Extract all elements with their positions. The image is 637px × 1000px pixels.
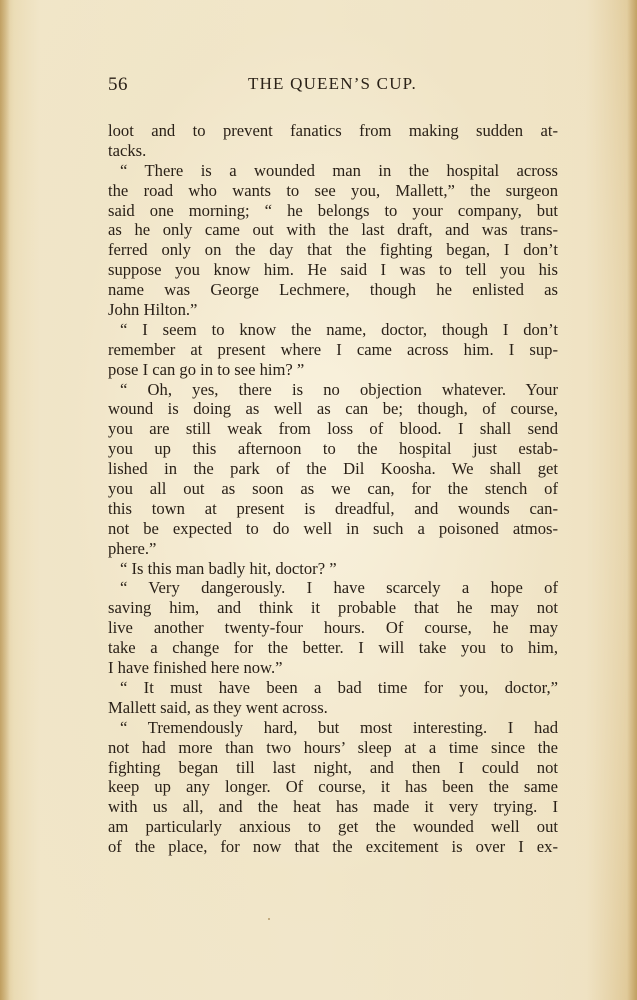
text-line: remember at present where I came across him. I sup- bbox=[108, 339, 558, 359]
text-line: with us all, and the heat has made it very trying. I bbox=[108, 797, 558, 817]
text-line: pose I can go in to see him? ” bbox=[108, 359, 305, 379]
text-line: you up this afternoon to the hospital just estab- bbox=[108, 439, 558, 459]
paper-speck bbox=[268, 918, 270, 920]
text-line: fighting began till last night, and then I could not bbox=[108, 757, 558, 777]
page-header bbox=[108, 74, 560, 102]
text-line: wound is doing as well as can be; though, of course, bbox=[108, 399, 558, 419]
page-number: 56 bbox=[108, 74, 128, 95]
text-line: you are still weak from loss of blood. I shall send bbox=[108, 419, 558, 439]
text-line: saving him, and think it probable that he may not bbox=[108, 598, 558, 618]
text-line: take a change for the better. I will take you to him, bbox=[108, 638, 558, 658]
text-line: keep up any longer. Of course, it has been the same bbox=[108, 777, 558, 797]
body-text bbox=[108, 121, 558, 857]
text-line: lished in the park of the Dil Koosha. We shall get bbox=[108, 459, 558, 479]
text-line: not be expected to do well in such a poisoned atmos- bbox=[108, 518, 558, 538]
text-line: “ There is a wounded man in the hospital across bbox=[120, 160, 558, 180]
running-title: THE QUEEN’S CUP. bbox=[248, 74, 417, 93]
text-line: said one morning; “ he belongs to your company, but bbox=[108, 200, 558, 220]
text-line: phere.” bbox=[108, 538, 157, 558]
text-line: of the place, for now that the excitement is over I ex- bbox=[108, 837, 558, 857]
text-line: name was George Lechmere, though he enlisted as bbox=[108, 280, 558, 300]
text-line: am particularly anxious to get the wounded well out bbox=[108, 817, 558, 837]
text-line: the road who wants to see you, Mallett,” the surgeon bbox=[108, 180, 558, 200]
text-line: loot and to prevent fanatics from making sudden at- bbox=[108, 121, 558, 140]
text-line: “ Tremendously hard, but most interesting. I had bbox=[120, 717, 558, 737]
text-line: tacks. bbox=[108, 140, 147, 160]
text-line: I have finished here now.” bbox=[108, 658, 283, 678]
text-line: ferred only on the day that the fighting began, I don’t bbox=[108, 240, 558, 260]
text-line: this town at present is dreadful, and wounds can- bbox=[108, 498, 558, 518]
text-line: suppose you know him. He said I was to tell you his bbox=[108, 260, 558, 280]
text-line: live another twenty-four hours. Of course, he may bbox=[108, 618, 558, 638]
text-line: “ Very dangerously. I have scarcely a hope of bbox=[120, 578, 558, 598]
text-line: “ I seem to know the name, doctor, though I don’t bbox=[120, 319, 558, 339]
text-line: Mallett said, as they went across. bbox=[108, 697, 328, 717]
text-line: “ Oh, yes, there is no objection whatever. Your bbox=[120, 379, 558, 399]
text-line: you all out as soon as we can, for the stench of bbox=[108, 479, 558, 499]
text-line: “ Is this man badly hit, doctor? ” bbox=[120, 558, 337, 578]
text-line: as he only came out with the last draft, and was trans- bbox=[108, 220, 558, 240]
text-line: not had more than two hours’ sleep at a time since the bbox=[108, 737, 558, 757]
text-line: “ It must have been a bad time for you, doctor,” bbox=[120, 677, 558, 697]
text-line: John Hilton.” bbox=[108, 300, 198, 320]
